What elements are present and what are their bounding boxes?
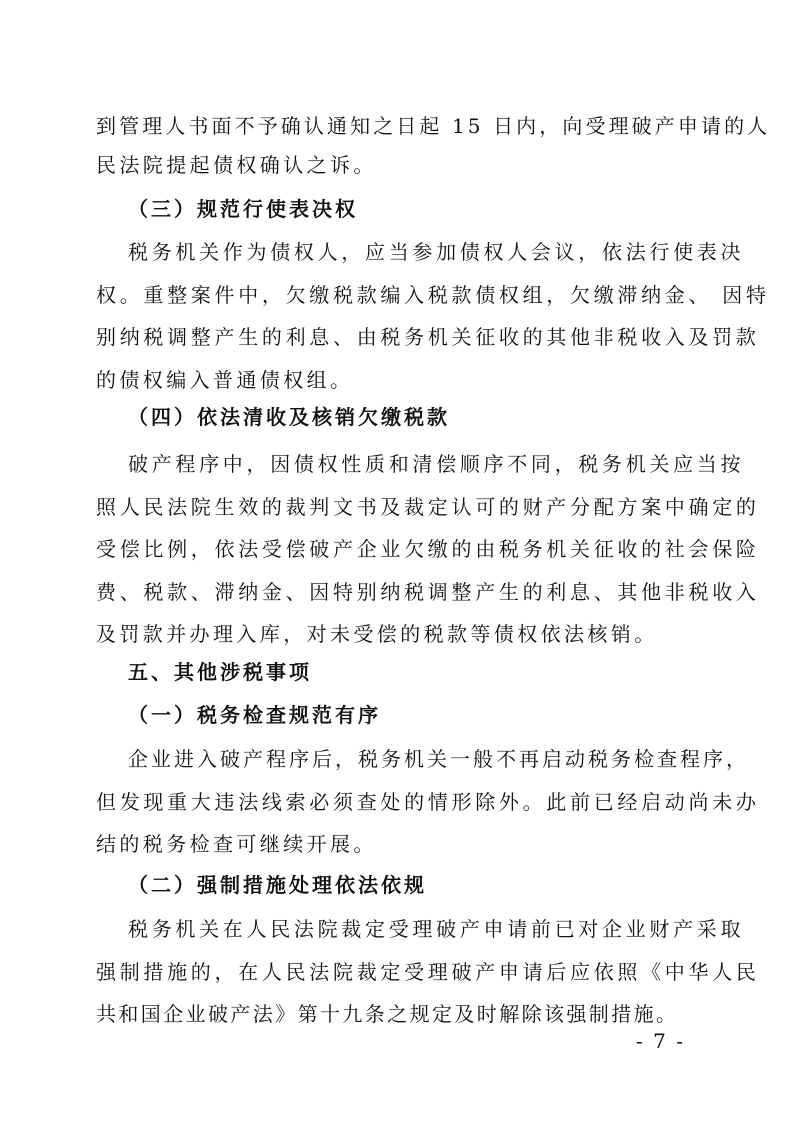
paragraph-line: 照人民法院生效的裁判文书及裁定认可的财产分配方案中确定的 [96,495,760,519]
paragraph-line: 到管理人书面不予确认通知之日起 15 日内，向受理破产申请的人 [96,114,771,138]
paragraph-line: 权。重整案件中，欠缴税款编入税款债权组，欠缴滞纳金、 因特 [96,283,770,307]
chapter-heading: 五、其他涉税事项 [128,660,312,684]
paragraph-line: 税务机关在人民法院裁定受理破产申请前已对企业财产采取 [128,917,745,941]
paragraph-line: 的债权编入普通债权组。 [96,368,354,392]
paragraph-line: 税务机关作为债权人，应当参加债权人会议，依法行使表决 [128,240,745,264]
paragraph-line: 别纳税调整产生的利息、由税务机关征收的其他非税收入及罚款 [96,325,760,349]
section-heading: （二）强制措施处理依法依规 [128,873,427,897]
page-number: - 7 - [636,1029,685,1053]
paragraph-line: 但发现重大违法线索必须查处的情形除外。此前已经启动尚未办 [96,790,760,814]
paragraph-line: 企业进入破产程序后，税务机关一般不再启动税务检查程序， [128,747,749,771]
paragraph-line: 受偿比例，依法受偿破产企业欠缴的由税务机关征收的社会保险 [96,537,760,561]
paragraph-line: 及罚款并办理入库，对未受偿的税款等债权依法核销。 [96,622,658,646]
paragraph-line: 强制措施的，在人民法院裁定受理破产申请后应依照《中华人民 [96,960,760,984]
section-heading: （三）规范行使表决权 [128,197,358,221]
section-heading: （一）税务检查规范有序 [128,703,381,727]
section-heading: （四）依法清收及核销欠缴税款 [128,405,450,429]
paragraph-line: 结的税务检查可继续开展。 [96,832,377,856]
paragraph-line: 民法院提起债权确认之诉。 [96,153,377,177]
paragraph-line: 费、税款、滞纳金、因特别纳税调整产生的利息、其他非税收入 [96,580,760,604]
paragraph-line: 共和国企业破产法》第十九条之规定及时解除该强制措施。 [96,1002,679,1026]
paragraph-line: 破产程序中，因债权性质和清偿顺序不同，税务机关应当按 [128,452,745,476]
